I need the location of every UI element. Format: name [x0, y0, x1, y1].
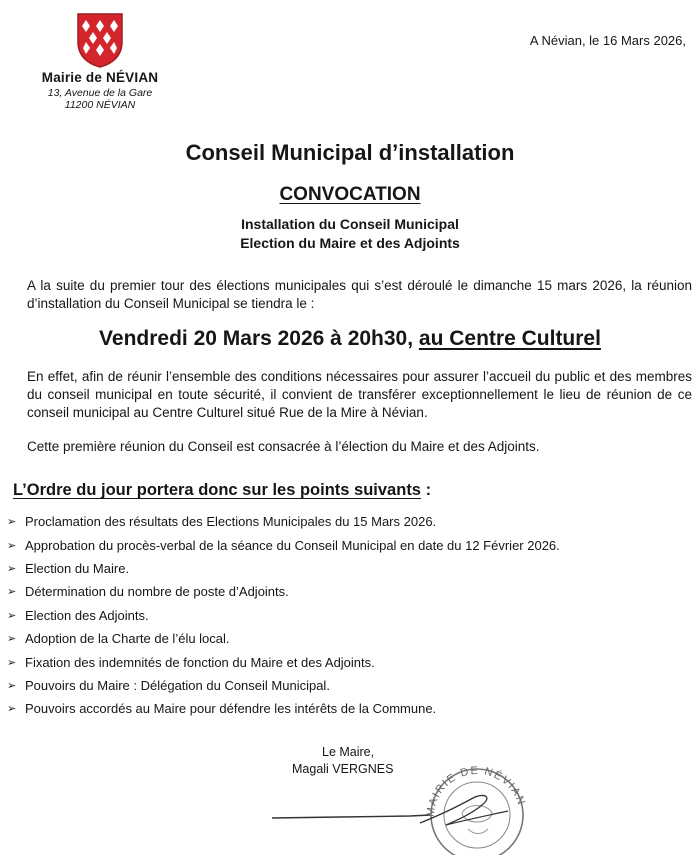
agenda-item-text: Détermination du nombre de poste d’Adjoints.	[25, 584, 289, 600]
purpose-paragraph: Cette première réunion du Conseil est consacrée à l’élection du Maire et des Adjoints.	[27, 439, 540, 454]
arrowhead-icon: ➢	[7, 539, 17, 552]
agenda-item-text: Pouvoirs accordés au Maire pour défendre les intérêts de la Commune.	[25, 701, 437, 717]
subtitle-line-1: Installation du Conseil Municipal	[241, 216, 459, 232]
address-line-1: 13, Avenue de la Gare	[47, 87, 153, 99]
arrowhead-icon: ➢	[7, 516, 17, 529]
arrowhead-icon: ➢	[7, 633, 17, 646]
handwritten-signature	[270, 785, 530, 845]
subtitle-line-2: Election du Maire et des Adjoints	[240, 235, 460, 251]
agenda-item-text: Adoption de la Charte de l’élu local.	[25, 631, 230, 647]
convocation-heading: CONVOCATION	[279, 184, 421, 205]
list-item	[7, 650, 687, 673]
svg-text:MAIRIE DE NÉVIAN: MAIRIE DE NÉVIAN	[424, 764, 528, 818]
agenda-item-text: Proclamation des résultats des Elections Municipales du 15 Mars 2026.	[25, 514, 437, 530]
signature-name: Magali VERGNES	[292, 762, 394, 776]
agenda-heading	[13, 481, 431, 500]
list-item	[7, 580, 687, 603]
signature-role: Le Maire,	[322, 745, 375, 759]
meeting-date-place	[0, 327, 700, 351]
subtitle-block	[0, 215, 700, 253]
agenda-list	[7, 510, 687, 721]
list-item	[7, 557, 687, 580]
agenda-item-text: Fixation des indemnités de fonction du Maire et des Adjoints.	[25, 654, 375, 670]
list-item	[7, 510, 687, 533]
main-title: Conseil Municipal d’installation	[185, 140, 515, 165]
intro-paragraph: A la suite du premier tour des élections municipales qui s’est déroulé le dimanche 15 mars 2026, la réunion d’installation du Conseil Municipal se tiendra le :	[27, 278, 692, 311]
agenda-item-text: Election du Maire.	[25, 560, 130, 576]
arrowhead-icon: ➢	[7, 656, 17, 669]
meeting-place: au Centre Culturel	[418, 327, 601, 350]
arrowhead-icon: ➢	[7, 586, 17, 599]
list-item	[7, 674, 687, 697]
address-line-2: 11200 NÉVIAN	[64, 99, 136, 111]
crest-icon	[76, 12, 124, 68]
list-item	[7, 697, 687, 720]
mairie-address	[20, 87, 180, 111]
agenda-heading-colon: :	[421, 481, 432, 499]
arrowhead-icon: ➢	[7, 609, 17, 622]
agenda-heading-text: L’Ordre du jour portera donc sur les points suivants	[13, 481, 421, 499]
explanation-paragraph: En effet, afin de réunir l’ensemble des conditions nécessaires pour assurer l’accueil du public et des membres du conseil municipal en toute sécurité, il convient de transférer exceptionnellement le lieu de réunion de ce conseil municipal au Centre Culturel situé Rue de la Mire à Névian.	[27, 369, 692, 420]
place-date: A Névian, le 16 Mars 2026,	[529, 33, 686, 48]
mairie-name: Mairie de NÉVIAN	[41, 70, 159, 85]
list-item	[7, 604, 687, 627]
list-item	[7, 627, 687, 650]
meeting-date: Vendredi 20 Mars 2026 à 20h30,	[99, 327, 419, 350]
agenda-item-text: Election des Adjoints.	[25, 607, 149, 623]
arrowhead-icon: ➢	[7, 679, 17, 692]
list-item	[7, 533, 687, 556]
arrowhead-icon: ➢	[7, 562, 17, 575]
agenda-item-text: Pouvoirs du Maire : Délégation du Conseil Municipal.	[25, 677, 330, 693]
agenda-item-text: Approbation du procès-verbal de la séance du Conseil Municipal en date du 12 Février 2026.	[25, 537, 560, 553]
arrowhead-icon: ➢	[7, 703, 17, 716]
